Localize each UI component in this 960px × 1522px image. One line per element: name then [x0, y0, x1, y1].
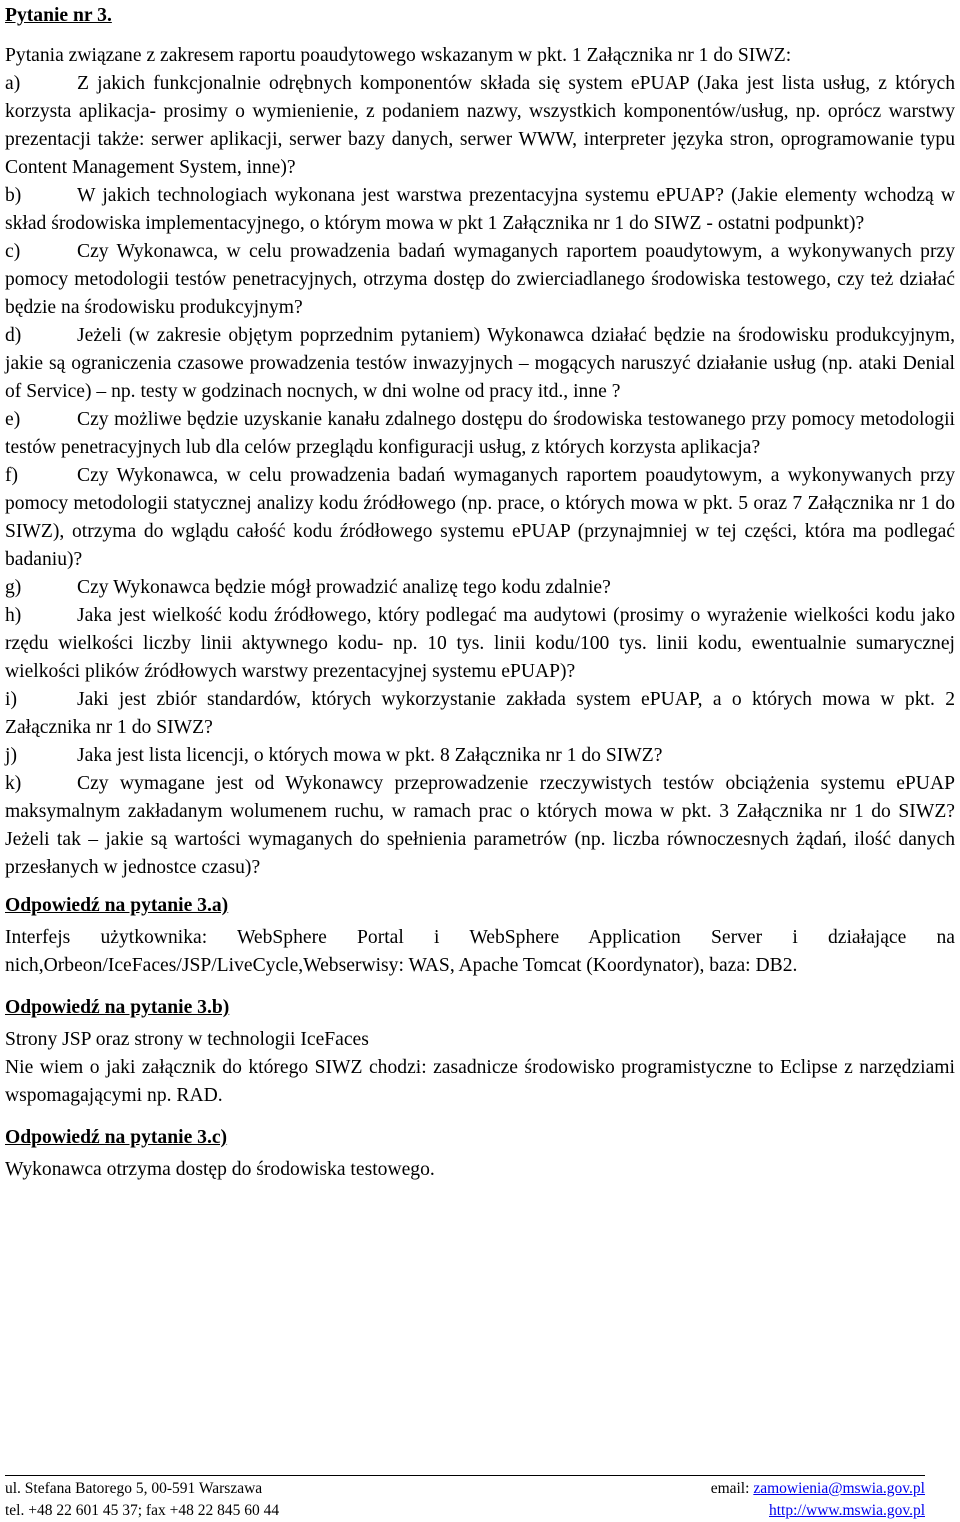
list-marker: j): [5, 745, 17, 766]
list-item: [5, 70, 955, 182]
page-footer: [5, 1475, 925, 1522]
intro-paragraph: Pytania związane z zakresem raportu poaudytowego wskazanym w pkt. 1 Załącznika nr 1 do SIWZ:: [5, 45, 792, 66]
list-marker: i): [5, 689, 17, 710]
list-marker: c): [5, 241, 21, 262]
list-marker: d): [5, 325, 22, 346]
footer-address: ul. Stefana Batorego 5, 00-591 Warszawa: [5, 1480, 263, 1497]
list-text: Czy Wykonawca będzie mógł prowadzić analizę tego kodu zdalnie?: [77, 577, 611, 598]
footer-email-label: email:: [710, 1480, 754, 1497]
list-item: [5, 770, 955, 882]
list-marker: b): [5, 185, 22, 206]
list-item: [5, 238, 955, 322]
list-marker: a): [5, 73, 21, 94]
list-item: [5, 742, 955, 770]
answer-heading: Odpowiedź na pytanie 3.c): [5, 1127, 228, 1148]
question-title: Pytanie nr 3.: [5, 5, 112, 26]
answer-paragraph: Nie wiem o jaki załącznik do którego SIWZ chodzi: zasadnicze środowisko programistyczne to Eclipse z narzędziami wspomagającymi np. RAD.: [5, 1057, 955, 1106]
list-item: [5, 406, 955, 462]
answer-paragraph: Strony JSP oraz strony w technologii IceFaces: [5, 1029, 369, 1050]
list-text: W jakich technologiach wykonana jest warstwa prezentacyjna systemu ePUAP? (Jakie elementy wchodzą w skład środowiska implementacyjnego, o którym mowa w pkt 1 Załącznika nr 1 do SIWZ - ostatni podpunkt)?: [5, 185, 955, 234]
footer-email-block: [711, 1478, 925, 1500]
list-text: Czy możliwe będzie uzyskanie kanału zdalnego dostępu do środowiska testowanego przy pomocy metodologii testów penetracyjnych lub dla celów przeglądu konfiguracji usług, z których korzysta aplikacja?: [5, 409, 955, 458]
list-text: Jaka jest wielkość kodu źródłowego, który podlegać ma audytowi (prosimy o wyrażenie wielkości kodu jako rzędu wielkości liczby linii aktywnego kodu- np. 10 tys. linii kodu/100 tys. linii kodu, ewentualnie sumarycznej wielkości plików źródłowych warstwy prezentacyjnej systemu ePUAP)?: [5, 605, 955, 682]
questions-list: [5, 70, 955, 882]
list-text: Czy Wykonawca, w celu prowadzenia badań wymaganych raportem poaudytowym, a wykonywanych przy pomocy metodologii statycznej analizy kodu źródłowego (np. prace, o których mowa w pkt. 5 oraz 7 Załącznika nr 1 do SIWZ), otrzyma do wglądu całość kodu źródłowego systemu ePUAP (przynajmniej w tej części, która ma podlegać badaniu)?: [5, 465, 955, 570]
answer-heading: Odpowiedź na pytanie 3.a): [5, 895, 229, 916]
list-marker: k): [5, 773, 22, 794]
list-text: Jeżeli (w zakresie objętym poprzednim pytaniem) Wykonawca działać będzie na środowisku produkcyjnym, jakie są ograniczenia czasowe prowadzenia testów inwazyjnych – mogących naruszyć działanie usług (np. ataki Denial of Service) – np. testy w godzinach nocnych, w dni wolne od pracy itd., inne ?: [5, 325, 955, 402]
list-text: Jaki jest zbiór standardów, których wykorzystanie zakłada system ePUAP, a o których mowa w pkt. 2 Załącznika nr 1 do SIWZ?: [5, 689, 955, 738]
list-text: Czy wymagane jest od Wykonawcy przeprowadzenie rzeczywistych testów obciążenia systemu ePUAP maksymalnym zakładanym wolumenem ruchu, w ramach prac o których mowa w pkt. 3 Załącznika nr 1 do SIWZ? Jeżeli tak – jakie są wartości wymaganych do spełnienia parametrów (np. liczba równoczesnych żądań, ilość danych przesłanych w jednostce czasu)?: [5, 773, 955, 878]
list-marker: e): [5, 409, 21, 430]
list-item: [5, 602, 955, 686]
list-item: [5, 182, 955, 238]
list-item: [5, 574, 955, 602]
footer-email-link[interactable]: zamowienia@mswia.gov.pl: [753, 1480, 925, 1497]
document-page: [5, 0, 955, 1184]
list-item: [5, 686, 955, 742]
list-text: Czy Wykonawca, w celu prowadzenia badań wymaganych raportem poaudytowym, a wykonywanych przy pomocy metodologii testów penetracyjnych, otrzyma dostęp do zwierciadlanego środowiska testowego, czy też działać będzie na środowisku produkcyjnym?: [5, 241, 955, 318]
footer-phone: tel. +48 22 601 45 37; fax +48 22 845 60 44: [5, 1502, 280, 1519]
list-marker: g): [5, 577, 22, 598]
list-text: Jaka jest lista licencji, o których mowa w pkt. 8 Załącznika nr 1 do SIWZ?: [77, 745, 663, 766]
list-text: Z jakich funkcjonalnie odrębnych komponentów składa się system ePUAP (Jaka jest lista usług, z których korzysta aplikacja- prosimy o wymienienie, z podaniem nazwy, wszystkich komponentów/usług, np. oprócz warstwy prezentacji także: serwer aplikacji, serwer bazy danych, serwer WWW, interpreter języka stron, oprogramowanie typu Content Management System, inne)?: [5, 73, 955, 178]
answer-heading: Odpowiedź na pytanie 3.b): [5, 997, 230, 1018]
list-item: [5, 322, 955, 406]
footer-website-link[interactable]: http://www.mswia.gov.pl: [769, 1502, 925, 1519]
list-marker: h): [5, 605, 22, 626]
answer-paragraph: Interfejs użytkownika: WebSphere Portal i WebSphere Application Server i działające na nich,Orbeon/IceFaces/JSP/LiveCycle,Webserwisy: WAS, Apache Tomcat (Koordynator), baza: DB2.: [5, 927, 955, 976]
answer-paragraph: Wykonawca otrzyma dostęp do środowiska testowego.: [5, 1159, 435, 1180]
list-marker: f): [5, 465, 19, 486]
list-item: [5, 462, 955, 574]
